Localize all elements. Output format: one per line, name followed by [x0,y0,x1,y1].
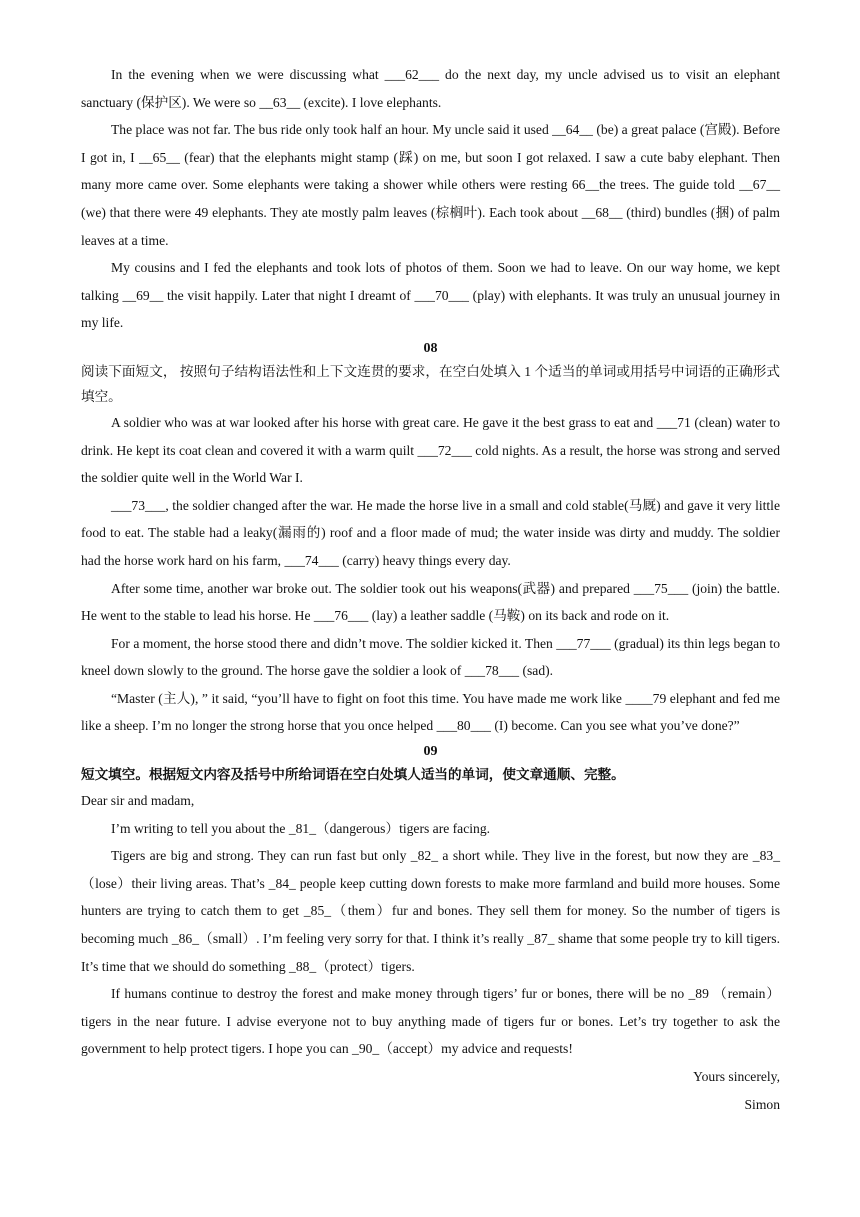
passage-paragraph: A soldier who was at war looked after his horse with great care. He gave it the best grass to eat and ___71 (clean) water to drink. He kept its coat clean and covered it with a warm quilt ___72___ cold nights. As a result, the horse was strong and served the soldier quite well in the World War I. [81,414,780,486]
passage-paragraph: If humans continue to destroy the forest and make money through tigers’ fur or bones, there will be no _89 （remain）tigers in the near future. I advise everyone not to buy anything made of tigers fur or bones. Let’s try together to ask the government to help protect tigers. I hope you can _90_（accept）my advice and requests! [81,986,780,1057]
passage-paragraph: My cousins and I fed the elephants and took lots of photos of them. Soon we had to leave. On our way home, we kept talking __69__ the visit happily. Later that night I dreamt of ___70___ (play) with elephants. It was truly an unusual journey in my life. [81,260,780,331]
passage-paragraph: The place was not far. The bus ride only took half an hour. My uncle said it used __64__ (be) a great palace (宫殿). Before I got in, I __65__ (fear) that the elephants might stamp (踩) on me, but soon I got relaxed. I saw a cute baby elephant. Then many more came over. Some elephants were taking a shower while others were resting 66__the trees. The guide told __67__ (we) that there were 49 elephants. They ate mostly palm leaves (棕榈叶). Each took about __68__ (third) bundles (捆) of palm leaves at a time. [81,122,780,248]
passage-paragraph: In the evening when we were discussing what ___62___ do the next day, my uncle advised us to visit an elephant sanctuary (保护区). We were so __63__ (excite). I love elephants. [81,67,780,110]
passage-paragraph: “Master (主人), ” it said, “you’ll have to fight on foot this time. You have made me work like ____79 elephant and fed me like a sheep. I’m no longer the strong horse that you once helped ___80___ (I) become. Can you see what you’ve done?” [81,690,780,734]
passage-paragraph: After some time, another war broke out. The soldier took out his weapons(武器) and prepared ___75___ (join) the battle. He went to the stable to lead his horse. He ___76___ (lay) a leather saddle (马鞍) on its back and rode on it. [81,580,780,624]
section-number: 09 [423,744,438,760]
letter-signature: Simon [744,1096,780,1112]
letter-closing: Yours sincerely, [693,1069,780,1084]
worksheet-content [81,61,780,1118]
section-instruction: 短文填空。根据短文内容及括号中所给词语在空白处填人适当的单词，使文章通顺、完整。 [81,767,625,783]
passage-paragraph: Tigers are big and strong. They can run fast but only _82_ a short while. They live in the forest, but now they are _83_（lose）their living areas. That’s _84_ people keep cutting down forests to make more farmland and build more houses. Some hunters are trying to catch them to get _85_（them）fur and bones. They sell them for money. So the number of tigers is becoming much _86_（small）. I’m feeling very sorry for that. I think it’s really _87_ shame that some people try to kill tigers. It’s time that we should do something _88_（protect）tigers. [81,848,780,974]
section-number: 08 [423,340,438,356]
passage-paragraph: I’m writing to tell you about the _81_（dangerous）tigers are facing. [111,820,491,836]
passage-paragraph: For a moment, the horse stood there and didn’t move. The soldier kicked it. Then ___77___ (gradual) its thin legs began to kneel down slowly to the ground. The horse gave the soldier a look of ___78___ (sad). [81,635,780,679]
passage-paragraph: ___73___, the soldier changed after the war. He made the horse live in a small and cold stable(马厩) and gave it very little food to eat. The stable had a leaky(漏雨的) roof and a floor made of mud; the water inside was dirty and muddy. The soldier had the horse work hard on his farm, ___74___ (carry) heavy things every day. [81,497,780,568]
section-instruction: 阅读下面短文， 按照句子结构语法性和上下文连贯的要求，在空白处填入 1 个适当的单词或用括号中词语的正确形式填空。 [81,363,780,404]
letter-greeting: Dear sir and madam, [81,793,195,809]
